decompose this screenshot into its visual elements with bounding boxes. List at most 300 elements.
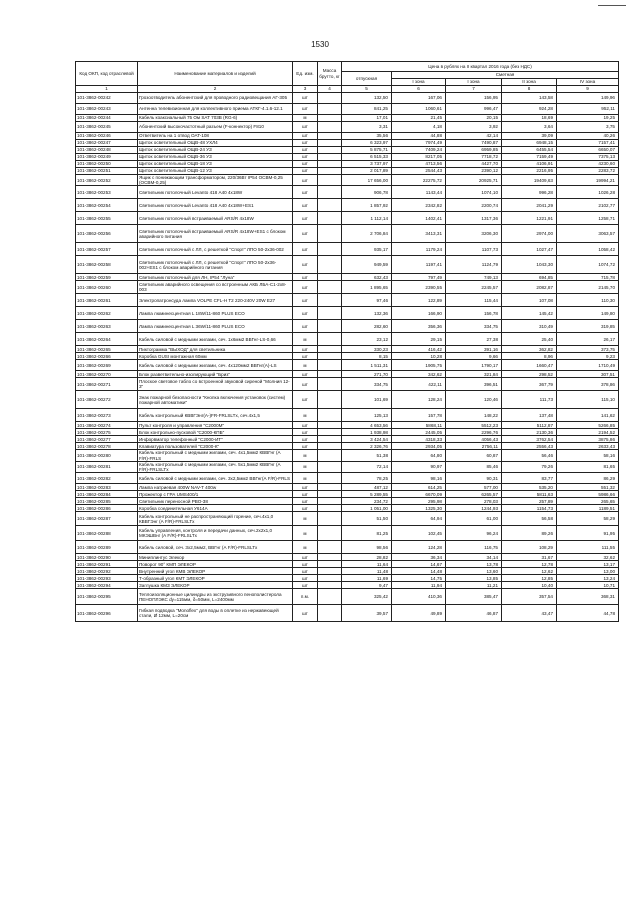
row-unit: м bbox=[293, 115, 318, 122]
table-row bbox=[76, 461, 619, 472]
row-zone-1-price: 4713,56 bbox=[392, 161, 446, 168]
row-code: 101-3862-00261 bbox=[76, 294, 138, 307]
row-code: 101-3862-00264 bbox=[76, 333, 138, 346]
row-zone-1-price: 1197,41 bbox=[392, 256, 446, 274]
row-release-price: 5 289,55 bbox=[342, 491, 392, 498]
row-zone-3-price: 362,82 bbox=[502, 346, 557, 353]
row-zone-4-price: 58,29 bbox=[557, 512, 619, 526]
row-zone-1-price: 90,97 bbox=[392, 461, 446, 472]
row-name: Кабель контрольный КВВГЭнг(А-)FR-FRLSLTx, сеч.4х1,5 bbox=[138, 409, 293, 422]
row-zone-2-price: 7718,72 bbox=[446, 154, 502, 161]
row-mass bbox=[318, 391, 342, 409]
row-mass bbox=[318, 243, 342, 256]
row-mass bbox=[318, 140, 342, 147]
row-zone-2-price: 115,44 bbox=[446, 294, 502, 307]
row-zone-4-price: 10,71 bbox=[557, 582, 619, 589]
row-mass bbox=[318, 378, 342, 391]
row-zone-3-price: 3762,54 bbox=[502, 436, 557, 443]
row-zone-1-price: 797,49 bbox=[392, 274, 446, 281]
table-row bbox=[76, 115, 619, 122]
row-name: Прожектор с ГРА UMS400/1 bbox=[138, 491, 293, 498]
row-zone-3-price: 4106,91 bbox=[502, 161, 557, 168]
row-unit: шт bbox=[293, 104, 318, 115]
row-code: 101-3862-00249 bbox=[76, 154, 138, 161]
row-mass bbox=[318, 461, 342, 472]
row-code: 101-3862-00248 bbox=[76, 147, 138, 154]
row-code: 101-3862-00259 bbox=[76, 274, 138, 281]
row-zone-2-price: 6959,85 bbox=[446, 147, 502, 154]
row-unit: м bbox=[293, 461, 318, 472]
row-name: Знак пожарной безопасности "Кнопка включения установок (систем) пожарной автоматики" bbox=[138, 391, 293, 409]
row-unit: шт bbox=[293, 554, 318, 561]
row-zone-2-price: 60,87 bbox=[446, 450, 502, 461]
row-zone-2-price: 278,03 bbox=[446, 498, 502, 505]
row-mass bbox=[318, 484, 342, 491]
row-release-price: 271,70 bbox=[342, 371, 392, 378]
row-release-price: 282,60 bbox=[342, 320, 392, 333]
row-name: Инфорвматор телефонный "С2000-ИТ" bbox=[138, 436, 293, 443]
row-zone-2-price: 1317,36 bbox=[446, 212, 502, 225]
row-unit: шт bbox=[293, 274, 318, 281]
row-unit: м bbox=[293, 409, 318, 422]
column-number-row bbox=[76, 86, 619, 93]
row-release-price: 11,48 bbox=[342, 568, 392, 575]
row-mass bbox=[318, 436, 342, 443]
row-zone-4-price: 81,65 bbox=[557, 461, 619, 472]
row-zone-4-price: 2145,70 bbox=[557, 281, 619, 294]
row-zone-1-price: 4318,33 bbox=[392, 436, 446, 443]
row-unit: шт bbox=[293, 371, 318, 378]
row-code: 101-3862-00263 bbox=[76, 320, 138, 333]
row-release-price: 6 515,33 bbox=[342, 154, 392, 161]
table-row bbox=[76, 582, 619, 589]
row-unit: шт bbox=[293, 353, 318, 360]
row-name: Блок разветвительно-изолирующий "Бриз" bbox=[138, 371, 293, 378]
header-price: Цена в рублях на II квартал 2016 года (без НДС) bbox=[342, 62, 619, 72]
row-zone-1-price: 5868,11 bbox=[392, 422, 446, 429]
row-mass bbox=[318, 353, 342, 360]
row-unit: шт bbox=[293, 140, 318, 147]
row-zone-3-price: 145,42 bbox=[502, 307, 557, 320]
row-zone-4-price: 13,00 bbox=[557, 568, 619, 575]
row-zone-2-price: 385,47 bbox=[446, 589, 502, 605]
row-unit: шт bbox=[293, 281, 318, 294]
row-zone-1-price: 49,89 bbox=[392, 605, 446, 622]
row-unit: м bbox=[293, 541, 318, 554]
row-zone-2-price: 156,78 bbox=[446, 307, 502, 320]
row-zone-1-price: 64,80 bbox=[392, 450, 446, 461]
row-name: Щиток осветительный ОЩВ-48 УХЛ4 bbox=[138, 140, 293, 147]
row-zone-3-price: 56,46 bbox=[502, 450, 557, 461]
table-row bbox=[76, 429, 619, 436]
row-zone-4-price: 149,96 bbox=[557, 93, 619, 104]
row-code: 101-3862-00257 bbox=[76, 243, 138, 256]
row-name: Светильник потолочный встраиваемый ARS/R 4х18W+ES1 с блоком аварийного питания bbox=[138, 225, 293, 243]
table-row bbox=[76, 554, 619, 561]
row-unit: шт bbox=[293, 346, 318, 353]
row-zone-4-price: 952,11 bbox=[557, 104, 619, 115]
row-zone-2-price: 2390,12 bbox=[446, 168, 502, 175]
row-name: Блок контрольно-пусковой "С2000-КПБ" bbox=[138, 429, 293, 436]
row-zone-4-price: 13,17 bbox=[557, 561, 619, 568]
row-code: 101-3862-00284 bbox=[76, 491, 138, 498]
row-zone-4-price: 40,26 bbox=[557, 133, 619, 140]
row-code: 101-3862-00251 bbox=[76, 168, 138, 175]
row-zone-3-price: 298,52 bbox=[502, 371, 557, 378]
row-release-price: 325,42 bbox=[342, 589, 392, 605]
column-number: 3 bbox=[293, 86, 318, 93]
row-name: Поворот 90° КМП ЭЛЕКОР bbox=[138, 561, 293, 568]
row-zone-1-price: 6670,09 bbox=[392, 491, 446, 498]
row-zone-3-price: 89,26 bbox=[502, 526, 557, 541]
row-mass bbox=[318, 333, 342, 346]
row-unit: шт bbox=[293, 243, 318, 256]
row-zone-4-price: 5266,85 bbox=[557, 422, 619, 429]
row-code: 101-3862-00254 bbox=[76, 199, 138, 212]
row-code: 101-3862-00260 bbox=[76, 281, 138, 294]
row-zone-2-price: 334,75 bbox=[446, 320, 502, 333]
row-mass bbox=[318, 133, 342, 140]
row-release-price: 11,64 bbox=[342, 561, 392, 568]
row-unit: шт bbox=[293, 175, 318, 186]
row-unit: шт bbox=[293, 168, 318, 175]
table-row bbox=[76, 575, 619, 582]
row-zone-1-price: 410,36 bbox=[392, 589, 446, 605]
row-mass bbox=[318, 274, 342, 281]
row-unit: шт bbox=[293, 443, 318, 450]
row-zone-4-price: 715,78 bbox=[557, 274, 619, 281]
table-row bbox=[76, 512, 619, 526]
row-zone-3-price: 924,28 bbox=[502, 104, 557, 115]
row-zone-4-price: 111,55 bbox=[557, 541, 619, 554]
table-row bbox=[76, 450, 619, 461]
table-row bbox=[76, 378, 619, 391]
row-zone-3-price: 12,62 bbox=[502, 568, 557, 575]
row-unit: шт bbox=[293, 561, 318, 568]
row-release-price: 1 895,65 bbox=[342, 281, 392, 294]
row-zone-4-price: 86,29 bbox=[557, 473, 619, 484]
row-zone-3-price: 535,20 bbox=[502, 484, 557, 491]
table-row bbox=[76, 256, 619, 274]
row-zone-1-price: 2934,05 bbox=[392, 443, 446, 450]
row-zone-4-price: 19,25 bbox=[557, 115, 619, 122]
table-row bbox=[76, 161, 619, 168]
row-code: 101-3862-00291 bbox=[76, 561, 138, 568]
row-code: 101-3862-00269 bbox=[76, 360, 138, 371]
row-zone-4-price: 1074,72 bbox=[557, 256, 619, 274]
row-code: 101-3862-00295 bbox=[76, 589, 138, 605]
row-mass bbox=[318, 104, 342, 115]
table-row bbox=[76, 436, 619, 443]
table-row bbox=[76, 186, 619, 199]
table-row bbox=[76, 605, 619, 622]
table-row bbox=[76, 294, 619, 307]
row-mass bbox=[318, 199, 342, 212]
row-zone-3-price: 3,64 bbox=[502, 122, 557, 133]
row-name: Щиток осветительный ОЩВ-36 УЗ bbox=[138, 154, 293, 161]
row-unit: шт bbox=[293, 505, 318, 512]
row-zone-1-price: 166,90 bbox=[392, 307, 446, 320]
row-release-price: 1 938,98 bbox=[342, 429, 392, 436]
row-name: Коробка GUSI монтажная 60мм bbox=[138, 353, 293, 360]
table-row bbox=[76, 409, 619, 422]
row-zone-4-price: 32,62 bbox=[557, 554, 619, 561]
column-number: 4 bbox=[318, 86, 342, 93]
row-zone-2-price: 2756,11 bbox=[446, 443, 502, 450]
row-release-price: 334,75 bbox=[342, 378, 392, 391]
page-number: 1530 bbox=[311, 40, 329, 49]
row-zone-2-price: 156,95 bbox=[446, 93, 502, 104]
row-release-price: 2 326,76 bbox=[342, 443, 392, 450]
row-code: 101-3862-00282 bbox=[76, 473, 138, 484]
header-release: отпускная bbox=[342, 72, 392, 86]
header-estimate: Сметная bbox=[392, 72, 619, 79]
row-unit: шт bbox=[293, 378, 318, 391]
row-release-price: 841,25 bbox=[342, 104, 392, 115]
row-zone-4-price: 3,75 bbox=[557, 122, 619, 133]
row-zone-3-price: 1027,47 bbox=[502, 243, 557, 256]
row-zone-1-price: 98,16 bbox=[392, 473, 446, 484]
row-mass bbox=[318, 409, 342, 422]
row-name: Светильник потолочный Levanto 418 А40 4х18W+ES1 bbox=[138, 199, 293, 212]
row-code: 101-3862-00288 bbox=[76, 526, 138, 541]
row-zone-1-price: 1402,41 bbox=[392, 212, 446, 225]
row-mass bbox=[318, 161, 342, 168]
row-zone-2-price: 2296,76 bbox=[446, 429, 502, 436]
row-mass bbox=[318, 281, 342, 294]
row-release-price: 2 017,89 bbox=[342, 168, 392, 175]
row-zone-1-price: 8217,05 bbox=[392, 154, 446, 161]
row-unit: шт bbox=[293, 429, 318, 436]
header-code: Код ОКП, код отраслевой bbox=[76, 62, 138, 86]
row-zone-4-price: 3875,86 bbox=[557, 436, 619, 443]
row-code: 101-3862-00277 bbox=[76, 436, 138, 443]
row-zone-3-price: 31,67 bbox=[502, 554, 557, 561]
row-zone-4-price: 1058,42 bbox=[557, 243, 619, 256]
row-unit: шт bbox=[293, 582, 318, 589]
row-unit: шт bbox=[293, 575, 318, 582]
row-zone-1-price: 44,88 bbox=[392, 133, 446, 140]
row-name: Т-образный угол КМТ ЭЛЕКОР bbox=[138, 575, 293, 582]
header-zone-1: I зона bbox=[392, 79, 446, 86]
row-unit: шт bbox=[293, 212, 318, 225]
row-zone-3-price: 79,26 bbox=[502, 461, 557, 472]
row-name: Щиток осветительный ОЩВ-12 УЗ bbox=[138, 168, 293, 175]
row-zone-2-price: 4427,70 bbox=[446, 161, 502, 168]
row-unit: шт bbox=[293, 256, 318, 274]
row-mass bbox=[318, 505, 342, 512]
row-unit: шт bbox=[293, 436, 318, 443]
row-zone-2-price: 7490,87 bbox=[446, 140, 502, 147]
row-mass bbox=[318, 360, 342, 371]
table-row bbox=[76, 175, 619, 186]
row-code: 101-3862-00289 bbox=[76, 541, 138, 554]
row-zone-1-price: 167,06 bbox=[392, 93, 446, 104]
row-unit: шт bbox=[293, 147, 318, 154]
row-mass bbox=[318, 473, 342, 484]
row-release-price: 51,38 bbox=[342, 450, 392, 461]
row-code: 101-3862-00285 bbox=[76, 498, 138, 505]
row-zone-2-price: 1074,10 bbox=[446, 186, 502, 199]
row-code: 101-3862-00271 bbox=[76, 378, 138, 391]
row-zone-4-price: 1026,28 bbox=[557, 186, 619, 199]
row-release-price: 132,36 bbox=[342, 307, 392, 320]
row-zone-1-price: 21,45 bbox=[392, 115, 446, 122]
row-zone-1-price: 10,28 bbox=[392, 353, 446, 360]
row-release-price: 17 656,00 bbox=[342, 175, 392, 186]
row-zone-4-price: 265,65 bbox=[557, 498, 619, 505]
row-code: 101-3862-00266 bbox=[76, 353, 138, 360]
row-zone-4-price: 26,17 bbox=[557, 333, 619, 346]
row-zone-1-price: 2445,05 bbox=[392, 429, 446, 436]
row-name: Абонентский высокочастотный разъем (F-коннектор) F810 bbox=[138, 122, 293, 133]
row-mass bbox=[318, 147, 342, 154]
row-unit: шт bbox=[293, 133, 318, 140]
row-zone-4-price: 115,10 bbox=[557, 391, 619, 409]
row-name: Электропатронсуда лампа VOLPE CFL-H T2 220-240V 20W E27 bbox=[138, 294, 293, 307]
row-zone-4-price: 378,86 bbox=[557, 378, 619, 391]
row-zone-4-price: 319,85 bbox=[557, 320, 619, 333]
row-zone-2-price: 20,15 bbox=[446, 115, 502, 122]
row-mass bbox=[318, 115, 342, 122]
row-unit: шт bbox=[293, 307, 318, 320]
table-row bbox=[76, 307, 619, 320]
row-zone-2-price: 61,00 bbox=[446, 512, 502, 526]
row-zone-3-price: 8,96 bbox=[502, 353, 557, 360]
row-name: Кабель силовой, сеч. 3х2,5мм2, ВВГнг (А F/R)-FRLSLTx bbox=[138, 541, 293, 554]
row-zone-4-price: 19994,21 bbox=[557, 175, 619, 186]
table-row bbox=[76, 212, 619, 225]
row-zone-2-price: 116,75 bbox=[446, 541, 502, 554]
row-name: Светильник потолочный Levanto 418 А40 4х18W bbox=[138, 186, 293, 199]
row-name: Светильник переносной РВО-38 bbox=[138, 498, 293, 505]
row-release-price: 39,57 bbox=[342, 605, 392, 622]
row-code: 101-3862-00256 bbox=[76, 225, 138, 243]
row-mass bbox=[318, 582, 342, 589]
row-release-price: 1 051,00 bbox=[342, 505, 392, 512]
row-release-price: 28,82 bbox=[342, 554, 392, 561]
row-zone-2-price: 1790,17 bbox=[446, 360, 502, 371]
row-mass bbox=[318, 307, 342, 320]
row-zone-2-price: 96,24 bbox=[446, 526, 502, 541]
row-zone-4-price: 2194,52 bbox=[557, 429, 619, 436]
row-code: 101-3862-00287 bbox=[76, 512, 138, 526]
row-zone-4-price: 5986,66 bbox=[557, 491, 619, 498]
row-release-price: 4 653,56 bbox=[342, 422, 392, 429]
row-zone-1-price: 1060,61 bbox=[392, 104, 446, 115]
row-release-price: 132,50 bbox=[342, 93, 392, 104]
table-row bbox=[76, 93, 619, 104]
row-unit: шт bbox=[293, 391, 318, 409]
row-code: 101-3862-00286 bbox=[76, 505, 138, 512]
row-zone-4-price: 4230,60 bbox=[557, 161, 619, 168]
row-zone-3-price: 18,69 bbox=[502, 115, 557, 122]
column-number: 7 bbox=[446, 86, 502, 93]
table-row bbox=[76, 168, 619, 175]
row-release-price: 98,56 bbox=[342, 541, 392, 554]
table-row bbox=[76, 443, 619, 450]
header-name: Наименование материалов и изделий bbox=[138, 62, 293, 86]
row-code: 101-3862-00274 bbox=[76, 422, 138, 429]
row-code: 101-3862-00292 bbox=[76, 568, 138, 575]
row-zone-1-price: 128,24 bbox=[392, 391, 446, 409]
row-code: 101-3862-00281 bbox=[76, 461, 138, 472]
row-mass bbox=[318, 93, 342, 104]
row-zone-3-price: 1154,73 bbox=[502, 505, 557, 512]
row-code: 101-3862-00244 bbox=[76, 115, 138, 122]
row-zone-1-price: 14,75 bbox=[392, 575, 446, 582]
row-zone-3-price: 1043,30 bbox=[502, 256, 557, 274]
row-release-price: 17,01 bbox=[342, 115, 392, 122]
row-zone-1-price: 7409,24 bbox=[392, 147, 446, 154]
row-release-price: 23,12 bbox=[342, 333, 392, 346]
row-mass bbox=[318, 122, 342, 133]
row-unit: м bbox=[293, 526, 318, 541]
row-zone-3-price: 2556,43 bbox=[502, 443, 557, 450]
row-zone-2-price: 4056,43 bbox=[446, 436, 502, 443]
row-name: Кабель контрольный не распространяющий горение, сеч.4х1,0 КВВГЭнг (А F/R)-FRLSLTx bbox=[138, 512, 293, 526]
row-code: 101-3862-00243 bbox=[76, 104, 138, 115]
row-zone-1-price: 1325,30 bbox=[392, 505, 446, 512]
row-zone-4-price: 373,75 bbox=[557, 346, 619, 353]
row-unit: шт bbox=[293, 154, 318, 161]
table-row bbox=[76, 473, 619, 484]
row-name: Кабель силовой с медными жилами, сеч. 3х2,5мм2 ВВГнг(А F/R)-FRLS bbox=[138, 473, 293, 484]
row-name: Лампа люминесцентная L 36W/11-860 PLUS ECO bbox=[138, 320, 293, 333]
row-zone-2-price: 120,46 bbox=[446, 391, 502, 409]
row-unit: шт bbox=[293, 605, 318, 622]
row-mass bbox=[318, 512, 342, 526]
table-row bbox=[76, 505, 619, 512]
row-zone-1-price: 102,45 bbox=[392, 526, 446, 541]
row-zone-3-price: 56,58 bbox=[502, 512, 557, 526]
row-name: Светильник потолочный с ЛЛ, с решеткой "Спорт" ЛПО 50-2х36-002+ES1 с блоком аварийного питания bbox=[138, 256, 293, 274]
row-zone-3-price: 694,85 bbox=[502, 274, 557, 281]
row-release-price: 11,69 bbox=[342, 575, 392, 582]
row-unit: шт bbox=[293, 498, 318, 505]
row-zone-2-price: 2245,57 bbox=[446, 281, 502, 294]
row-mass bbox=[318, 491, 342, 498]
row-unit: шт bbox=[293, 294, 318, 307]
row-unit: м bbox=[293, 473, 318, 484]
column-number: 2 bbox=[138, 86, 293, 93]
row-zone-2-price: 396,51 bbox=[446, 378, 502, 391]
row-mass bbox=[318, 541, 342, 554]
row-unit: п.м. bbox=[293, 589, 318, 605]
row-release-price: 935,17 bbox=[342, 243, 392, 256]
row-unit: шт bbox=[293, 161, 318, 168]
row-zone-4-price: 551,32 bbox=[557, 484, 619, 491]
row-release-price: 97,46 bbox=[342, 294, 392, 307]
column-number: 5 bbox=[342, 86, 392, 93]
row-unit: шт bbox=[293, 422, 318, 429]
table-row bbox=[76, 353, 619, 360]
row-release-price: 3,31 bbox=[342, 122, 392, 133]
row-zone-4-price: 1258,71 bbox=[557, 212, 619, 225]
row-zone-3-price: 12,85 bbox=[502, 575, 557, 582]
row-name: Антенна телевизионная для коллективного приема АТКГ-4.1.6-12.1 bbox=[138, 104, 293, 115]
row-zone-2-price: 3206,30 bbox=[446, 225, 502, 243]
row-unit: м bbox=[293, 333, 318, 346]
table-row bbox=[76, 147, 619, 154]
table-row bbox=[76, 140, 619, 147]
row-zone-3-price: 39,09 bbox=[502, 133, 557, 140]
row-zone-3-price: 2082,87 bbox=[502, 281, 557, 294]
row-mass bbox=[318, 605, 342, 622]
row-zone-2-price: 996,47 bbox=[446, 104, 502, 115]
table-row bbox=[76, 561, 619, 568]
row-zone-1-price: 124,28 bbox=[392, 541, 446, 554]
